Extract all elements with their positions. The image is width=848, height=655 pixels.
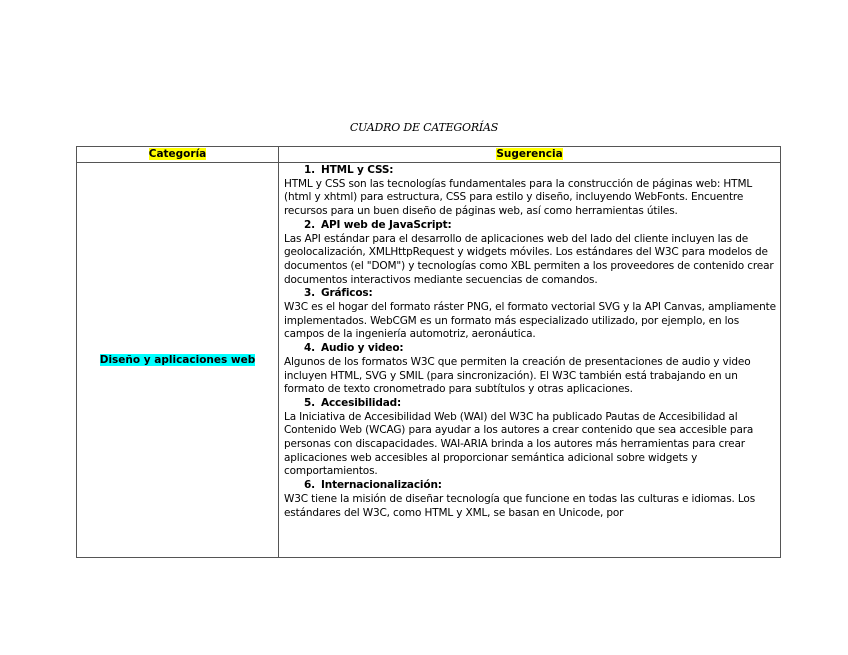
suggestion-header-label: Sugerencia [496, 148, 563, 160]
section-number: 2. [304, 218, 315, 231]
section-title: HTML y CSS: [321, 164, 394, 176]
section-body: HTML y CSS son las tecnologías fundamentales para la construcción de páginas web: HTML (html y xhtml) para estructura, CSS para estilo y diseño, incluyendo WebFonts. Encuentre recursos para un buen diseño de páginas web, así como herramientas útiles. [284, 177, 753, 218]
section-body: W3C es el hogar del formato ráster PNG, el formato vectorial SVG y la API Canvas, ampliamente implementados. WebCGM es un formato más especializado utilizado, por ejemplo, en los campos de la ingeniería automotriz, aeronáutica. [284, 301, 776, 341]
section-body: Algunos de los formatos W3C que permiten la creación de presentaciones de audio y video incluyen HTML, SVG y SMIL (para sincronización). El W3C también está trabajando en un formato de texto cronometrado para subtítulos y otras aplicaciones. [284, 355, 751, 396]
category-label: Diseño y aplicaciones web [99, 354, 256, 366]
section-body: W3C tiene la misión de diseñar tecnología que funcione en todas las culturas e idiomas. Los estándares del W3C, como HTML y XML, se basan en Unicode, por [284, 492, 756, 519]
section-heading [284, 479, 776, 493]
section-title: API web de JavaScript: [321, 218, 452, 231]
category-column-header [77, 147, 279, 163]
section-heading [284, 342, 776, 356]
document-title: CUADRO DE CATEGORÍAS [349, 121, 499, 134]
table-header-row [77, 147, 781, 163]
section-heading [284, 397, 776, 411]
suggestion-column-header [279, 147, 781, 163]
categories-table [76, 146, 781, 558]
section-number: 6. [304, 479, 315, 492]
category-header-label: Categoría [148, 148, 207, 160]
section-heading [284, 287, 776, 301]
section-number: 1. [304, 164, 315, 176]
section-title: Gráficos: [321, 287, 373, 300]
section-heading [284, 219, 776, 233]
section-number: 4. [304, 342, 315, 355]
section-title: Accesibilidad: [321, 396, 402, 409]
section-body: La Iniciativa de Accesibilidad Web (WAI) del W3C ha publicado Pautas de Accesibilidad al Contenido Web (WCAG) para ayudar a los autores a crear contenido que sea accesible para personas con discapacidades. WAI-ARIA brinda a los autores más herramientas para crear aplicaciones web accesibles al proporcionar semántica adicional sobre widgets y comportamientos. [284, 410, 754, 478]
section-heading [284, 164, 776, 178]
category-cell [77, 163, 279, 558]
section-body: Las API estándar para el desarrollo de aplicaciones web del lado del cliente incluyen las de geolocalización, XMLHttpRequest y widgets móviles. Los estándares del W3C para modelos de documentos (el "DOM") y tecnologías como XBL permiten a los proveedores de contenido crear documentos interactivos mediante secuencias de comandos. [284, 232, 774, 286]
section-title: Internacionalización: [321, 479, 442, 492]
section-title: Audio y video: [321, 342, 404, 355]
section-number: 3. [304, 287, 315, 300]
suggestion-content [284, 164, 776, 557]
section-number: 5. [304, 396, 315, 409]
table-row [77, 163, 781, 558]
suggestion-cell [279, 163, 781, 558]
